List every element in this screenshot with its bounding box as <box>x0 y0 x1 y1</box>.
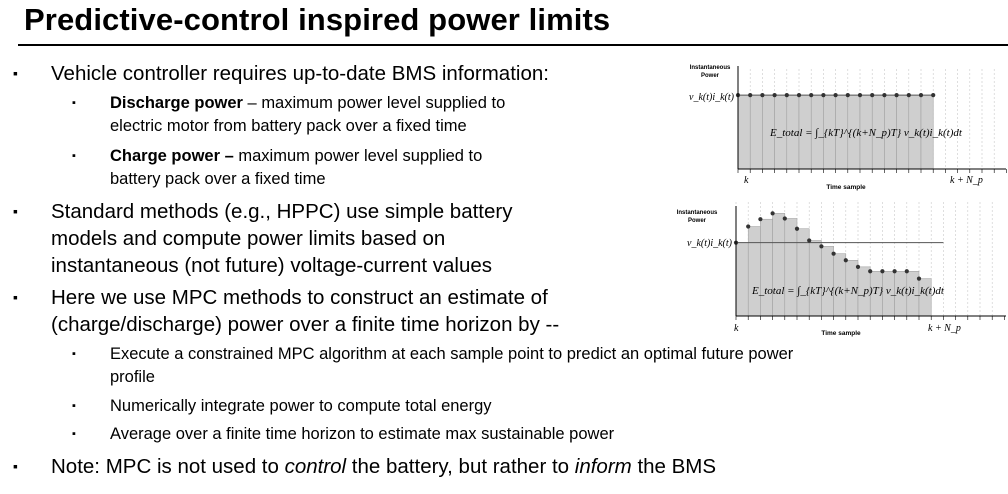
note-text-pre: Note: MPC is not used to <box>51 455 285 478</box>
data-point <box>758 217 762 221</box>
y-axis-label-line2: Power <box>687 218 707 224</box>
subbullet-symbol: ▪ <box>72 428 76 440</box>
subbullet-text: maximum power level supplied to <box>233 147 483 165</box>
subbullet-text: Numerically integrate power to compute total energy <box>110 397 492 415</box>
bullet-standard-methods <box>13 198 513 279</box>
subbullet-text-line2: profile <box>110 368 155 386</box>
data-point <box>895 93 899 97</box>
data-point <box>870 93 874 97</box>
subbullet-charge-power <box>72 145 483 191</box>
bar <box>821 246 833 316</box>
data-point <box>844 258 848 262</box>
y-axis-label-line2: Power <box>700 73 720 79</box>
note-text-post: the BMS <box>631 455 717 478</box>
x-axis-label: Time sample <box>821 330 861 337</box>
data-point <box>819 244 823 248</box>
bullet-text-line1: Here we use MPC methods to construct an estimate of <box>51 286 548 309</box>
data-point <box>907 93 911 97</box>
x-start-label: k <box>734 323 739 334</box>
subbullet-text-line2: battery pack over a fixed time <box>110 170 326 188</box>
page-title: Predictive-control inspired power limits <box>24 2 611 37</box>
data-point <box>809 93 813 97</box>
subbullet-symbol: ▪ <box>72 348 76 360</box>
bullet-vehicle-controller <box>13 60 549 87</box>
bullet-symbol: ▪ <box>13 289 18 305</box>
subbullet-execute-mpc <box>72 343 794 389</box>
integral-label: E_total = ∫_{kT}^{(k+N_p)T} v_k(t)i_k(t)dt <box>752 285 944 297</box>
subbullet-symbol: ▪ <box>72 97 76 109</box>
data-point <box>905 269 909 273</box>
term-charge-power: Charge power – <box>110 147 234 165</box>
data-point <box>856 265 860 269</box>
subbullet-symbol: ▪ <box>72 150 76 162</box>
bar <box>785 218 797 316</box>
term-discharge-power: Discharge power <box>110 94 243 112</box>
bar <box>750 95 762 169</box>
note-emphasis-inform: inform <box>574 455 632 478</box>
data-point <box>773 93 777 97</box>
data-point <box>748 93 752 97</box>
bar <box>760 219 772 316</box>
bullet-mpc-methods <box>13 284 560 338</box>
data-point <box>785 93 789 97</box>
bullet-text-line1: Standard methods (e.g., HPPC) use simple battery <box>51 200 513 223</box>
data-point <box>846 93 850 97</box>
y-axis-label-line1: Instantaneous <box>689 65 731 71</box>
chart-constant-power <box>660 58 1008 198</box>
bullet-text-line2: (charge/discharge) power over a finite time horizon by -- <box>51 313 560 336</box>
data-point <box>917 277 921 281</box>
bar <box>738 95 750 169</box>
data-point <box>880 269 884 273</box>
chart-bars <box>736 213 931 316</box>
data-point <box>821 93 825 97</box>
data-point <box>834 93 838 97</box>
integral-label: E_total = ∫_{kT}^{(k+N_p)T} v_k(t)i_k(t)dt <box>770 127 962 139</box>
data-point <box>858 93 862 97</box>
x-axis-label: Time sample <box>826 184 866 191</box>
subbullet-symbol: ▪ <box>72 400 76 412</box>
bullet-text-line3: instantaneous (not future) voltage-current values <box>51 254 493 277</box>
chart-predicted-power <box>660 202 1008 342</box>
subbullet-average-horizon <box>72 423 615 446</box>
bullet-symbol: ▪ <box>13 65 18 81</box>
bullet-text: Vehicle controller requires up-to-date BMS information: <box>51 62 549 85</box>
data-point <box>783 216 787 220</box>
title-underline <box>18 44 1008 46</box>
bar <box>748 227 760 316</box>
note-emphasis-control: control <box>284 455 347 478</box>
data-point <box>807 238 811 242</box>
data-point <box>882 93 886 97</box>
x-axis-ticks <box>736 316 1004 320</box>
data-point <box>832 252 836 256</box>
note-text-mid: the battery, but rather to <box>346 455 575 478</box>
data-point <box>919 93 923 97</box>
data-point <box>771 211 775 215</box>
subbullet-text-line2: electric motor from battery pack over a fixed time <box>110 117 467 135</box>
data-point <box>868 269 872 273</box>
y-axis-label-line1: Instantaneous <box>676 210 718 216</box>
subbullet-text: – maximum power level supplied to <box>242 94 506 112</box>
bullet-text-line2: models and compute power limits based on <box>51 227 446 250</box>
bullet-symbol: ▪ <box>13 203 18 219</box>
x-start-label: k <box>744 175 749 186</box>
bar <box>809 240 821 316</box>
x-axis-ticks <box>738 169 1006 173</box>
data-point <box>893 269 897 273</box>
x-end-label: k + N_p <box>928 323 961 334</box>
x-end-label: k + N_p <box>950 175 983 186</box>
bullet-note <box>13 453 717 480</box>
bar <box>773 213 785 316</box>
data-point <box>931 93 935 97</box>
data-point <box>760 93 764 97</box>
data-point <box>795 227 799 231</box>
data-point <box>797 93 801 97</box>
subbullet-integrate-power <box>72 395 492 418</box>
reference-label: v_k(t)i_k(t) <box>689 92 734 103</box>
bar <box>736 243 748 316</box>
data-point <box>746 224 750 228</box>
subbullet-discharge-power <box>72 92 506 138</box>
subbullet-text: Average over a finite time horizon to estimate max sustainable power <box>110 425 615 443</box>
bullet-symbol: ▪ <box>13 458 18 474</box>
subbullet-text-line1: Execute a constrained MPC algorithm at each sample point to predict an optimal future power <box>110 345 794 363</box>
bar <box>797 229 809 316</box>
reference-label: v_k(t)i_k(t) <box>687 238 732 249</box>
